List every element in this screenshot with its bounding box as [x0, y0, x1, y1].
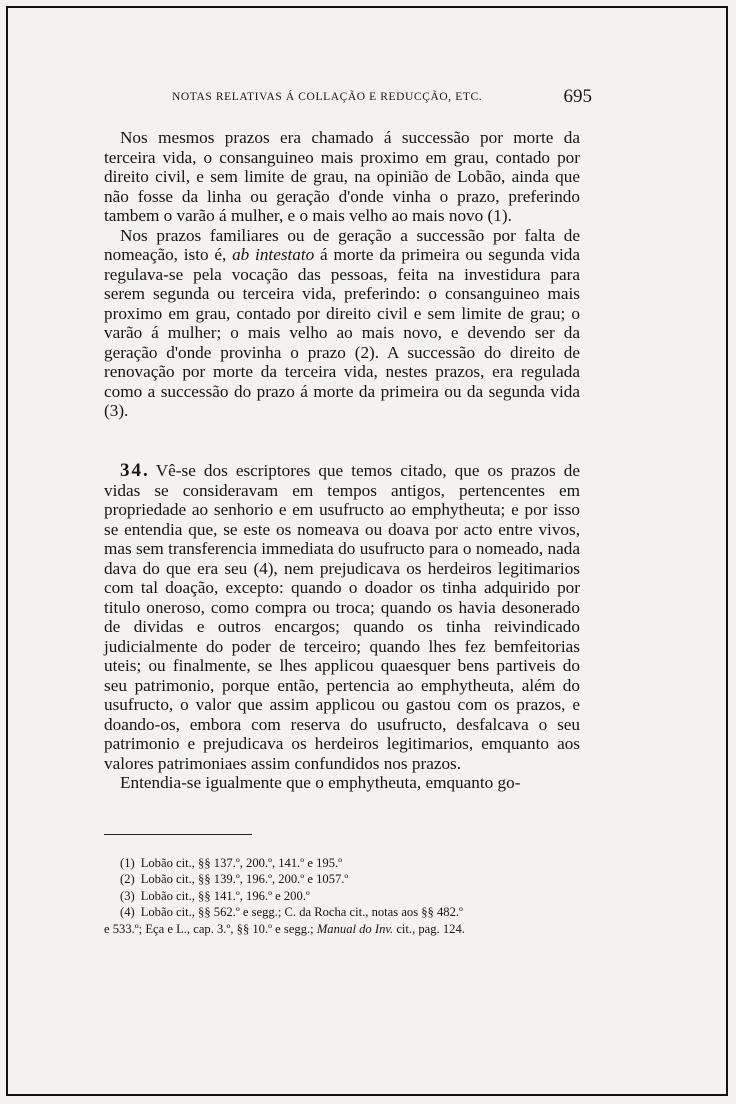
footnote-separator	[104, 834, 252, 835]
section-number: 34.	[120, 460, 150, 481]
paragraph-2-start: Nos prazos familiares ou de geração a successão por falta de nomeação, isto é,	[104, 225, 580, 264]
running-head	[172, 86, 592, 110]
footnote-4-number: (4)	[120, 905, 135, 920]
footnote-2-text: Lobão cit., §§ 139.º, 196.º, 200.º e 1057.º	[140, 872, 349, 887]
footnote-4-text: Lobão cit., §§ 562.º e segg.; C. da Rocha cit., notas aos §§ 482.º	[140, 905, 463, 920]
footnote-3-text: Lobão cit., §§ 141.º, 196.º e 200.º	[140, 888, 310, 903]
paragraph-3-text: Vê-se dos escriptores que temos citado, que os prazos de vidas se consideravam em tempos antigos, pertencentes em propriedade ao senhorio e em usufructo ao emphytheuta; e por isso se entendia que, se este os nomeava ou doava por acto entre vivos, mas sem transferencia immediata do usufructo para o nomeado, nada dava do que era seu (4), nem prejudicava os herdeiros legitimarios com tal doação, excepto: quando o doador os tinha adquirido por titulo oneroso, como compra ou troca; quando os havia desonerado de dividas e outros encargos; quando os tinha reivindicado judicialmente do poder de terceiro; quando lhes fez bemfeitorias uteis; ou finalmente, se lhes applicou quaesquer bens partiveis do seu patrimonio, porque então, pertencia ao emphytheuta, além do usufructo, o valor que assim applicou ou gastou com os prazos, e doando-os, embora com reserva do usufructo, desfalcava o seu patrimonio e prejudicava os herdeiros legitimarios, emquanto aos valores patrimoniaes assim confundidos nos prazos.	[104, 461, 580, 773]
page-number: 695	[563, 86, 592, 107]
cited-work-title: Manual do Inv.	[316, 921, 394, 936]
footnote-1-number: (1)	[120, 856, 135, 870]
footnote-4-continuation	[104, 921, 580, 937]
footnote-4-cont-start: e 533.º; Eça e L., cap. 3.º, §§ 10.º e segg.;	[104, 921, 317, 936]
running-title: NOTAS RELATIVAS Á COLLAÇÃO E REDUCÇÃO, ETC.	[172, 91, 483, 103]
paragraph-1: Nos mesmos prazos era chamado á successão por morte da terceira vida, o consanguineo mais proximo em grau, contado por direito civil, e sem limite de grau, na opinião de Lobão, ainda que não fosse da linha ou geração d'onde vinha o prazo, preferindo tambem o varão á mulher, e o mais velho ao mais novo (1).	[104, 128, 580, 225]
footnote-2	[104, 871, 580, 887]
paragraph-3	[104, 461, 580, 773]
text-block-section-34	[104, 461, 580, 793]
footnote-1-text: Lobão cit., §§ 137.º, 200.º, 141.º e 195.º	[140, 856, 343, 870]
footnotes	[104, 855, 580, 937]
footnote-4	[104, 904, 580, 920]
paragraph-2-rest: á morte da primeira ou segunda vida regulava-se pela vocação das pessoas, feita na investidura para serem segunda ou terceira vida, preferindo: o consanguineo mais proximo em grau, contado por direito civil e sem limite de grau; o varão á mulher; o mais velho ao mais novo, e devendo ser da geração d'onde provinha o prazo (2). A successão do direito de renovação por morte da terceira vida, nestes prazos, era regulada como a successão do prazo á morte da primeira ou da segunda vida (3).	[104, 245, 580, 420]
footnote-4-cont-rest: cit., pag. 124.	[393, 921, 465, 936]
text-block-top	[104, 128, 580, 421]
book-page	[104, 0, 592, 1104]
footnote-1	[104, 855, 580, 871]
footnote-3	[104, 888, 580, 904]
paragraph-4: Entendia-se igualmente que o emphytheuta, emquanto go-	[120, 773, 521, 792]
footnote-2-number: (2)	[120, 872, 135, 887]
paragraph-2	[104, 226, 580, 421]
latin-phrase: ab intestato	[232, 245, 315, 264]
footnote-3-number: (3)	[120, 888, 135, 903]
